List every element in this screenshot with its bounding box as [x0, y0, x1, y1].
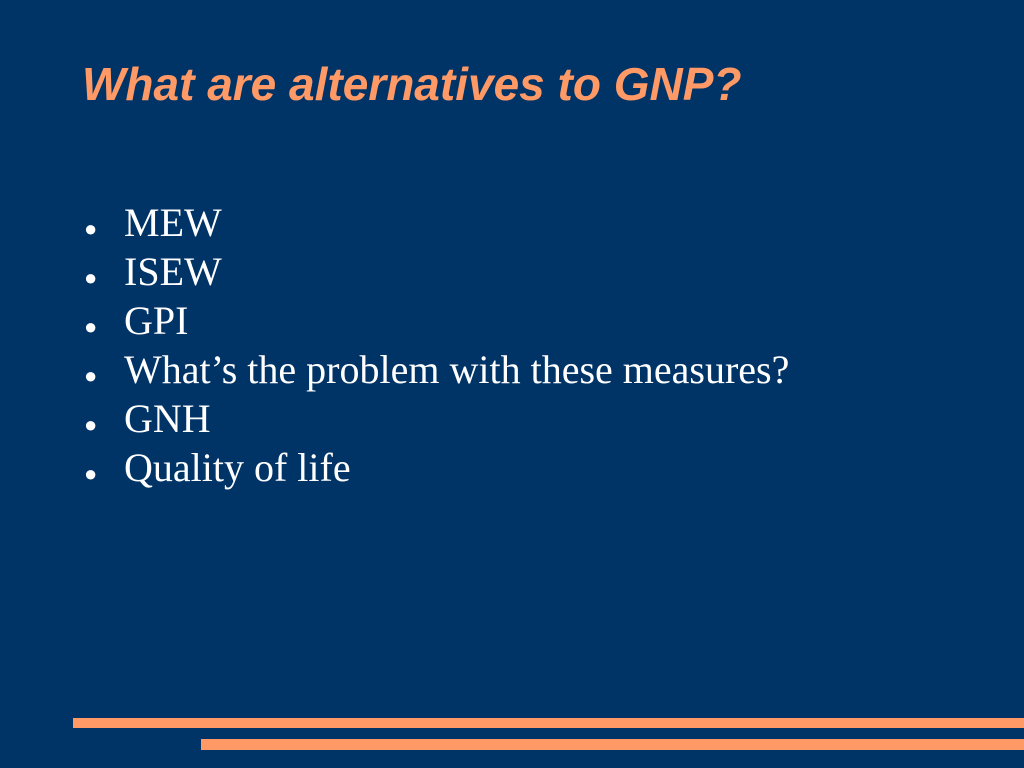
bullet-text: Quality of life	[124, 445, 351, 490]
decorative-stripe-bottom	[201, 739, 1024, 750]
bullet-item	[84, 443, 789, 492]
slide-title: What are alternatives to GNP?	[82, 58, 742, 110]
bullet-dot-icon: ●	[84, 314, 98, 339]
bullet-item	[84, 296, 789, 345]
bullet-item	[84, 345, 789, 394]
bullet-dot-icon: ●	[84, 461, 98, 486]
bullet-text: ISEW	[124, 249, 222, 294]
bullet-item	[84, 247, 789, 296]
bullet-dot-icon: ●	[84, 412, 98, 437]
bullet-text: MEW	[124, 200, 222, 245]
bullet-text: What’s the problem with these measures?	[124, 347, 790, 392]
bullet-dot-icon: ●	[84, 363, 98, 388]
bullet-item	[84, 394, 789, 443]
bullet-dot-icon: ●	[84, 265, 98, 290]
bullet-text: GNH	[124, 396, 211, 441]
bullet-text: GPI	[124, 298, 189, 343]
decorative-stripe-top	[73, 718, 1024, 728]
bullet-item	[84, 198, 789, 247]
bullet-list	[84, 198, 789, 492]
bullet-dot-icon: ●	[84, 216, 98, 241]
